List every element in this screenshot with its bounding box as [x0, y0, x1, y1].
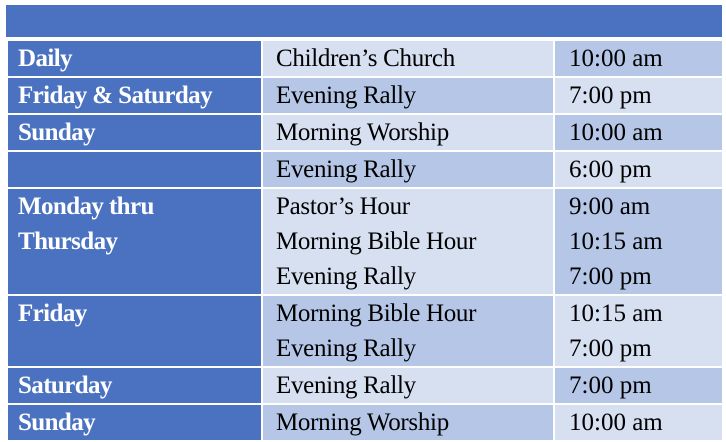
event-label: Pastor’s Hour	[276, 193, 410, 220]
event-label: Morning Bible Hour	[276, 228, 477, 255]
table-row	[7, 40, 723, 77]
time-label: 7:00 pm	[569, 263, 652, 290]
table-row	[7, 295, 723, 367]
event-label: Evening Rally	[276, 82, 416, 109]
table-row	[7, 151, 723, 188]
day-label: Friday	[18, 300, 87, 327]
event-cell	[262, 188, 554, 295]
time-label: 10:00 am	[569, 409, 663, 436]
event-cell	[262, 295, 554, 367]
time-label: 10:00 am	[569, 45, 663, 72]
event-label: Morning Bible Hour	[276, 300, 477, 327]
table-row	[7, 114, 723, 151]
time-label: 10:00 am	[569, 119, 663, 146]
event-label: Children’s Church	[276, 45, 455, 72]
time-label: 10:15 am	[569, 300, 663, 327]
time-label: 6:00 pm	[569, 156, 652, 183]
event-cell	[262, 404, 554, 441]
day-cell	[7, 77, 262, 114]
day-label: Sunday	[18, 409, 96, 436]
time-cell	[554, 404, 723, 441]
event-label: Morning Worship	[276, 409, 449, 436]
time-cell	[554, 77, 723, 114]
event-label: Evening Rally	[276, 263, 416, 290]
time-label: 7:00 pm	[569, 372, 652, 399]
schedule-table	[6, 39, 724, 442]
header-bar	[6, 5, 722, 37]
day-cell	[7, 114, 262, 151]
day-label: Daily	[18, 45, 72, 72]
time-cell	[554, 188, 723, 295]
day-label: Sunday	[18, 119, 96, 146]
time-cell	[554, 151, 723, 188]
time-label: 7:00 pm	[569, 82, 652, 109]
day-cell	[7, 40, 262, 77]
day-label-empty	[8, 152, 261, 187]
time-label: 9:00 am	[569, 193, 651, 220]
event-cell	[262, 114, 554, 151]
table-row	[7, 188, 723, 295]
day-label: Monday thru	[18, 193, 154, 220]
time-label: 10:15 am	[569, 228, 663, 255]
event-label: Evening Rally	[276, 156, 416, 183]
event-cell	[262, 151, 554, 188]
event-label: Evening Rally	[276, 335, 416, 362]
event-label: Morning Worship	[276, 119, 449, 146]
day-cell	[7, 367, 262, 404]
day-label: Friday & Saturday	[18, 82, 212, 109]
day-label: Saturday	[18, 372, 112, 399]
event-cell	[262, 367, 554, 404]
day-cell	[7, 151, 262, 188]
day-cell	[7, 404, 262, 441]
time-cell	[554, 40, 723, 77]
table-row	[7, 77, 723, 114]
day-cell	[7, 188, 262, 295]
day-cell	[7, 295, 262, 367]
event-label: Evening Rally	[276, 372, 416, 399]
event-cell	[262, 40, 554, 77]
time-cell	[554, 295, 723, 367]
day-label: Thursday	[18, 228, 118, 255]
event-cell	[262, 77, 554, 114]
table-row	[7, 367, 723, 404]
time-cell	[554, 367, 723, 404]
table-row	[7, 404, 723, 441]
time-cell	[554, 114, 723, 151]
time-label: 7:00 pm	[569, 335, 652, 362]
